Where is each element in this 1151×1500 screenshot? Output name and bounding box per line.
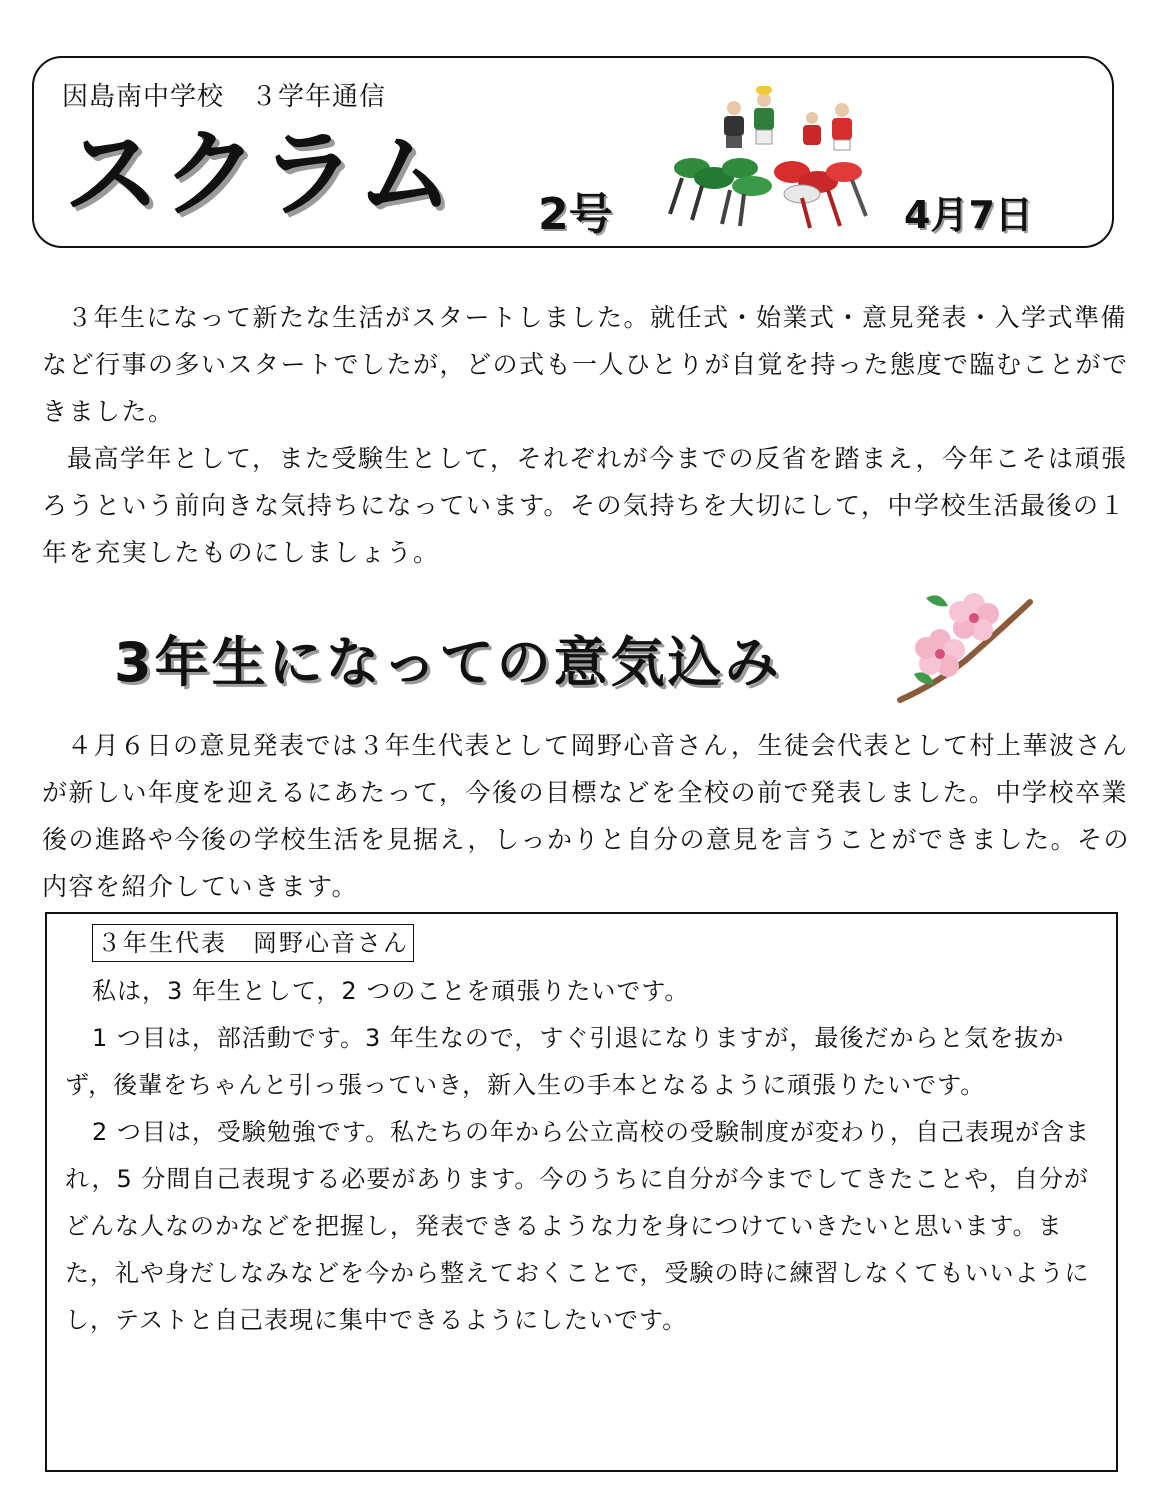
intro-paragraph-2: 最高学年として，また受験生として，それぞれが今までの反省を踏まえ，今年こそは頑張ろうという前向きな気持ちになっています。その気持ちを大切にして，中学校生活最後の１年を充実したものにしましょう。 bbox=[42, 444, 1128, 567]
newsletter-header bbox=[32, 56, 1114, 248]
rugby-scrum-illustration bbox=[652, 86, 882, 236]
speech-paragraph-2: 1 つ目は，部活動です。3 年生なので，すぐ引退になりますが，最後だからと気を抜かず，後輩をちゃんと引っ張っていき，新入生の手本となるように頑張りたいです。 bbox=[65, 1024, 1065, 1099]
standing-player-red-right bbox=[832, 103, 852, 150]
intro-paragraph-1: ３年生になって新たな生活がスタートしました。就任式・始業式・意見発表・入学式準備など行事の多いスタートでしたが，どの式も一人ひとりが自覚を持った態度で臨むことができました。 bbox=[42, 303, 1129, 426]
issue-number: 2号 bbox=[538, 189, 613, 240]
speaker-label: ３年生代表 岡野心音さん bbox=[92, 924, 414, 962]
speech-box bbox=[45, 912, 1118, 1472]
speech-paragraph-3: 2 つ目は，受験勉強です。私たちの年から公立高校の受験制度が変わり，自己表現が含まれ，5 分間自己表現する必要があります。今のうちに自分が今までしてきたことや，自分がどんな人なのかなどを把握し，発表できるような力を身につけていきたいと思います。また，礼や身だしなみなどを今から整えておくことで，受験の時に練習しなくてもいいようにし，テストと自己表現に集中できるようにしたいです。 bbox=[65, 1118, 1090, 1334]
standing-player-red-mid bbox=[803, 112, 821, 145]
section-paragraph: ４月６日の意見発表では３年生代表として岡野心音さん，生徒会代表として村上華波さんが新しい年度を迎えるにあたって，今後の目標などを全校の前で発表しました。中学校卒業後の進路や今後の学校生活を見据え，しっかりと自分の意見を言うことができました。その内容を紹介していきます。 bbox=[42, 731, 1131, 901]
speech-paragraph-1: 私は，3 年生として，2 つのことを頑張りたいです。 bbox=[92, 977, 690, 1005]
red-scrum-pack bbox=[774, 161, 866, 228]
blossom-flower-1 bbox=[949, 593, 999, 641]
cherry-blossom-illustration bbox=[896, 588, 1036, 708]
section-title: 3年生になっての意気込み bbox=[114, 631, 782, 694]
issue-date: 4月7日 bbox=[904, 193, 1033, 237]
standing-player-dark bbox=[724, 101, 744, 148]
green-scrum-pack bbox=[670, 158, 772, 226]
school-name: 因島南中学校 ３学年通信 bbox=[62, 82, 387, 112]
newsletter-title: スクラム bbox=[64, 118, 456, 230]
standing-player-green bbox=[754, 86, 774, 144]
